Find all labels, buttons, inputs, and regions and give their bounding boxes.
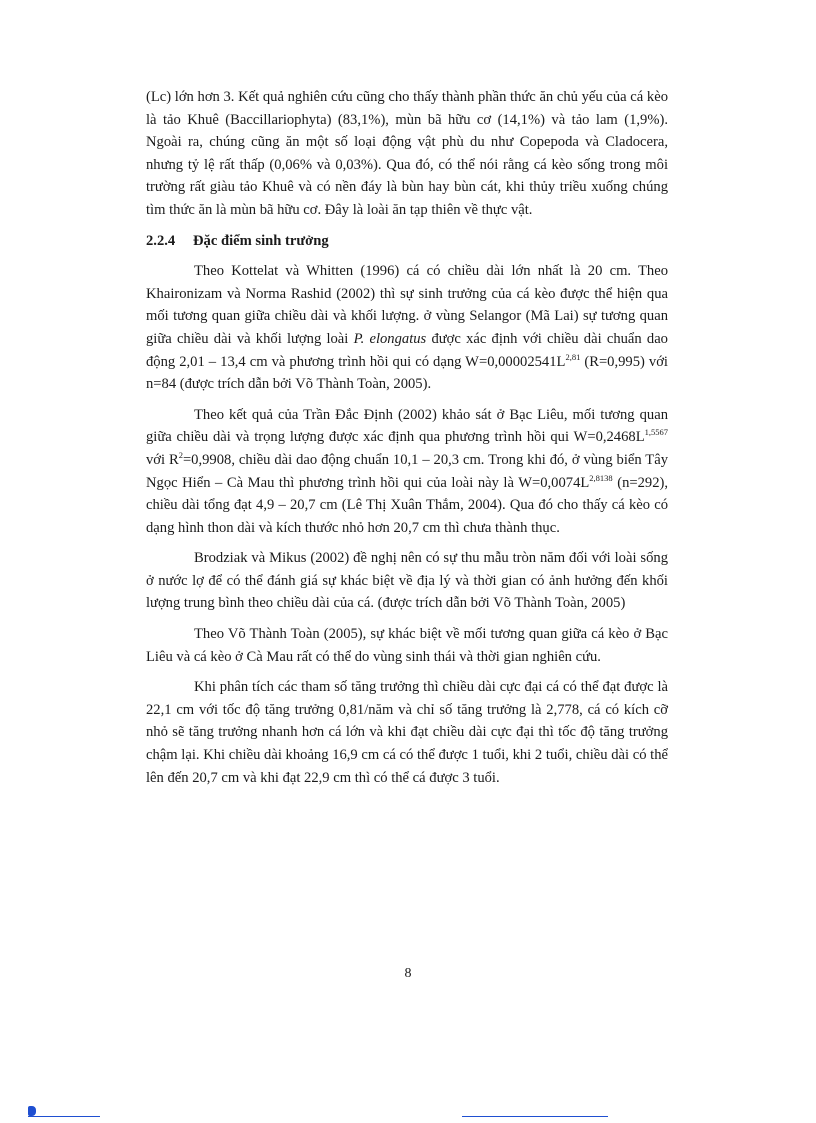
text-run: được xác định với chiều dài chuẩn dao động 2,01 – 13,4 cm và phương trình hồi qui có dạng W=0,00002541L (146, 330, 668, 370)
exponent: 2 (178, 449, 183, 460)
paragraph-growth-parameters: Khi phân tích các tham số tăng trưởng thì chiều dài cực đại cá có thể đạt được là 22,1 cm với tốc độ tăng trưởng 0,81/năm và chỉ số tăng trưởng là 2,778, cá có kích cỡ nhỏ sẽ tăng trưởng nhanh hơn cá lớn và khi đạt chiều dài cực đại thì tốc độ tăng trưởng chậm lại. Khi chiều dài khoảng 16,9 cm cá có thể được 1 tuổi, khi 2 tuổi, chiều dài có thể lên đến 20,7 cm và khi đạt 22,9 cm thì có thể cá được 3 tuổi. (146, 679, 668, 786)
paragraph-growth-kottelat (146, 260, 668, 396)
paragraph-brodziak: Brodziak và Mikus (2002) đề nghị nên có sự thu mẫu tròn năm đối với loài sống ở nước lợ để có thể đánh giá sự khác biệt về địa lý và thời gian có ảnh hưởng đến khối lượng trung bình theo chiều dài của cá. (được trích dẫn bởi Võ Thành Toàn, 2005) (146, 550, 668, 612)
text-run: (R=0,995) với n=84 (được trích dẫn bởi Võ Thành Toàn, 2005). (146, 353, 668, 393)
page-number: 8 (404, 966, 412, 981)
document-body (146, 86, 668, 789)
text-run: Theo Kottelat và Whitten (1996) cá có chiều dài lớn nhất là 20 cm. Theo Khaironizam và Norma Rashid (2002) thì sự sinh trưởng của cá kèo được thể hiện qua mối tương quan giữa chiều dài và khối lượng. ở vùng Selangor (Mã Lai) sự tương quan giữa chiều dài và khối lượng loài (146, 263, 668, 347)
text-run: với R (146, 451, 179, 468)
species-name: P. elongatus (353, 330, 427, 347)
text-run: Theo kết quả của Trần Đắc Định (2002) khảo sát ở Bạc Liêu, mối tương quan giữa chiều dài và trọng lượng được xác định qua phương trình hồi qui W=0,2468L (146, 406, 668, 446)
text-run: =0,9908, chiều dài dao động chuẩn 10,1 – 20,3 cm. Trong khi đó, ở vùng biển Tây Ngọc Hiển – Cà Mau thì phương trình hồi qui của loài này là W=0,0074L (146, 451, 668, 491)
paragraph-feeding: (Lc) lớn hơn 3. Kết quả nghiên cứu cũng cho thấy thành phần thức ăn chủ yếu của cá kèo là tảo Khuê (Baccillariophyta) (83,1%), mùn bã hữu cơ (14,1%) và tảo lam (1,9%). Ngoài ra, chúng cũng ăn một số loại động vật phù du như Copepoda và Cladocera, nhưng tỷ lệ rất thấp (0,06% và 0,03%). Qua đó, có thể nói rằng cá kèo sống trong môi trường rất giàu tảo Khuê và có nền đáy là bùn hay bùn cát, khi thủy triều xuống chúng tìm thức ăn là mùn bã hữu cơ. Đây là loài ăn tạp thiên về thực vật. (146, 89, 668, 218)
section-heading (146, 230, 668, 253)
exponent: 2,81 (565, 351, 581, 362)
exponent: 2,8138 (589, 472, 613, 483)
text-run: (n=292), chiều dài tổng đạt 4,9 – 20,7 cm (Lê Thị Xuân Thắm, 2004). Qua đó cho thấy cá kèo có dạng hình thon dài và kích thước nhỏ hơn 20,7 cm thì chưa thành thục. (146, 474, 669, 536)
paragraph-vo-thanh-toan: Theo Võ Thành Toàn (2005), sự khác biệt về mối tương quan giữa cá kèo ở Bạc Liêu và cá kèo ở Cà Mau rất có thể do vùng sinh thái và thời gian nghiên cứu. (146, 626, 668, 665)
footer-link-left[interactable] (28, 1116, 100, 1117)
footer-link-right[interactable] (462, 1116, 608, 1117)
section-title: Đặc điểm sinh trưởng (193, 232, 329, 249)
paragraph-growth-tran-dac-dinh (146, 404, 668, 540)
exponent: 1,5567 (644, 427, 668, 438)
section-number: 2.2.4 (146, 232, 176, 249)
footer-link-icon[interactable] (28, 1106, 36, 1116)
